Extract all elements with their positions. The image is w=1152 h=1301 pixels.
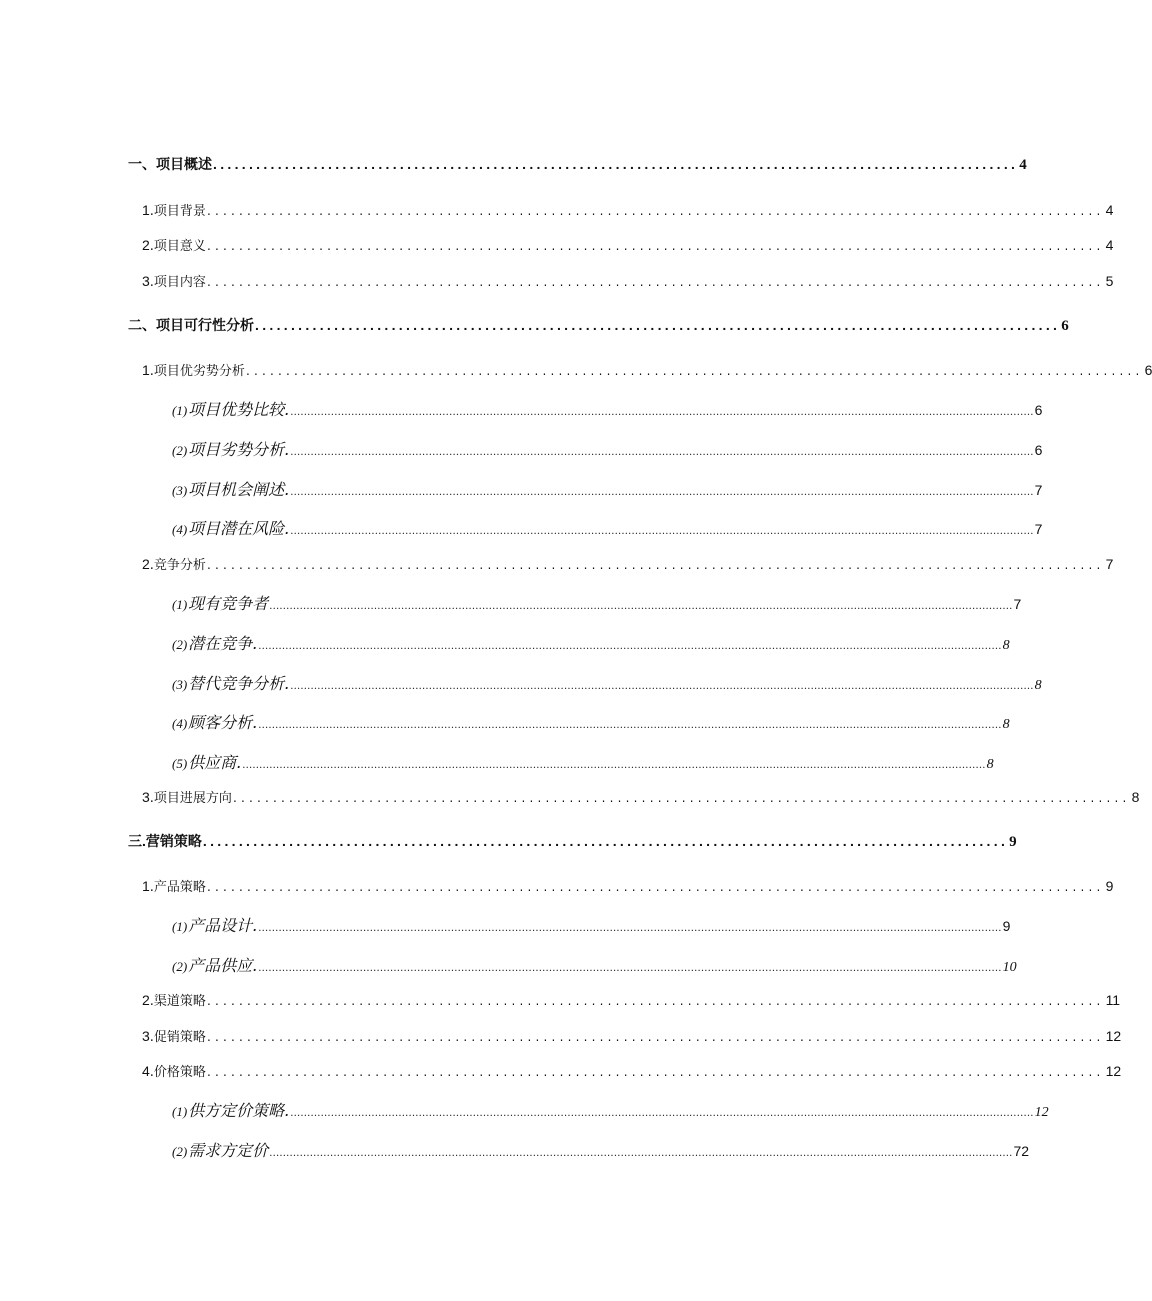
toc-entry-page: 9 [1009,834,1017,850]
dot-leader: ................................................................................................................ [255,317,1061,333]
dot-leader: ............................................................................................................................................................................................................................ [290,447,1034,458]
toc-entry-page: 8 [986,757,994,772]
toc-entry-page: 4 [1105,237,1114,253]
toc-entry-title: 现有竞争者 [188,594,269,613]
toc-entry-number: 4 [142,1063,150,1079]
toc-entry-3-4-1[interactable] [172,1098,1049,1121]
toc-entry-1-2[interactable] [142,235,1114,254]
dot-leader: ............................................................................................................................................................................................................................ [258,923,1002,934]
dot-leader: ................................................................................................................ [206,239,1105,253]
toc-entry-3-1-2[interactable] [172,953,1017,976]
toc-entry-title: .项目内容 [149,275,206,290]
toc-entry-3-1-1[interactable] [172,913,1011,936]
toc-entry-1-3[interactable] [142,271,1114,290]
toc-entry-page: 8 [1002,638,1010,653]
dot-leader: ............................................................................................................................................................................................................................ [242,760,986,771]
toc-entry-title: .价格策略 [149,1065,206,1080]
toc-entry-page: 8 [1131,789,1140,805]
dot-leader: ............................................................................................................................................................................................................................ [258,720,1002,731]
toc-entry-title: 潜在竞争. [188,634,258,653]
toc-entry-number: (1) [172,403,188,418]
toc-entry-number: 2 [142,237,150,253]
toc-entry-page: 8 [1002,717,1010,732]
toc-entry-number: (1) [172,1104,188,1119]
toc-entry-page: 7 [1034,482,1043,498]
toc-entry-title: 项目优势比较. [188,400,290,419]
toc-entry-title: .竞争分析 [149,558,206,573]
toc-entry-page: 72 [1013,1143,1030,1159]
toc-entry-2-2[interactable] [142,554,1114,573]
toc-entry-3-4[interactable] [142,1061,1122,1080]
toc-entry-2-2-3[interactable] [172,671,1042,694]
toc-entry-number: (3) [172,483,188,498]
toc-entry-number: 2 [142,992,150,1008]
dot-leader: ................................................................................................................ [245,364,1144,378]
toc-entry-title: 二、项目可行性分析 [128,317,254,333]
toc-entry-2-1-4[interactable] [172,516,1043,539]
toc-entry-number: 3 [142,273,150,289]
toc-entry-2-3[interactable] [142,787,1140,806]
toc-entry-title: .渠道策略 [149,994,206,1009]
dot-leader: ............................................................................................................................................................................................................................ [290,1108,1034,1119]
toc-entry-number: (1) [172,597,188,612]
toc-entry-page: 5 [1105,273,1114,289]
toc-entry-number: 1 [142,362,150,378]
toc-entry-title: .促销策略 [149,1030,206,1045]
toc-entry-title: .产品策略 [149,880,206,895]
toc-entry-number: (2) [172,637,188,652]
dot-leader: ................................................................................................................ [206,204,1105,218]
toc-entry-2-2-4[interactable] [172,710,1010,733]
toc-entry-number: 2 [142,556,150,572]
toc-entry-title: .项目背景 [149,204,206,219]
toc-entry-number: (4) [172,522,188,537]
toc-entry-number: 3 [142,789,150,805]
toc-entry-number: 1 [142,202,150,218]
toc-entry-2-2-2[interactable] [172,631,1010,654]
toc-entry-page: 8 [1034,678,1042,693]
toc-entry-title: .项目优劣势分析 [149,364,245,379]
dot-leader: ............................................................................................................................................................................................................................ [290,407,1034,418]
toc-entry-3-3[interactable] [142,1026,1122,1045]
toc-entry-number: (4) [172,716,188,731]
dot-leader: ................................................................................................................ [232,791,1131,805]
dot-leader: ................................................................................................................ [206,1065,1105,1079]
toc-entry-page: 7 [1013,596,1022,612]
dot-leader: ............................................................................................................................................................................................................................ [269,1148,1013,1159]
toc-entry-title: 产品供应. [188,956,258,975]
toc-entry-title: 三.营销策略 [128,833,202,849]
toc-entry-number: 3 [142,1028,150,1044]
toc-entry-title: 项目劣势分析. [188,440,290,459]
dot-leader: ............................................................................................................................................................................................................................ [290,681,1034,692]
dot-leader: ................................................................................................................ [206,558,1105,572]
toc-entry-2-1-1[interactable] [172,397,1043,420]
toc-entry-page: 6 [1144,362,1152,378]
toc-entry-2-1-2[interactable] [172,437,1043,460]
dot-leader: ................................................................................................................ [206,994,1105,1008]
dot-leader: ................................................................................................................ [206,275,1105,289]
toc-entry-page: 10 [1002,960,1017,975]
dot-leader: ............................................................................................................................................................................................................................ [258,963,1002,974]
toc-entry-number: (5) [172,756,188,771]
toc-entry-3-2[interactable] [142,990,1121,1009]
toc-entry-title: 一、项目概述 [128,156,212,172]
toc-entry-page: 12 [1105,1063,1122,1079]
toc-entry-page: 9 [1002,918,1011,934]
toc-entry-page: 11 [1105,992,1121,1008]
toc-entry-title: 需求方定价 [188,1141,269,1160]
dot-leader: ............................................................................................................................................................................................................................ [290,487,1034,498]
toc-entry-title: .项目意义 [149,239,206,254]
toc-entry-3-4-2[interactable] [172,1138,1030,1161]
toc-entry-number: (2) [172,959,188,974]
dot-leader: ................................................................................................................ [202,833,1009,849]
toc-entry-3-1[interactable] [142,876,1114,895]
toc-entry-2-1[interactable] [142,360,1152,379]
toc-entry-title: .项目进展方向 [149,791,232,806]
toc-entry-section-3[interactable] [128,831,1017,851]
toc-entry-number: (1) [172,919,188,934]
toc-entry-page: 4 [1019,157,1027,173]
toc-entry-page: 6 [1061,318,1069,334]
toc-entry-number: 1 [142,878,150,894]
dot-leader: ................................................................................................................ [213,156,1019,172]
toc-entry-title: 替代竞争分析. [188,674,290,693]
toc-entry-page: 6 [1034,402,1043,418]
toc-entry-page: 4 [1105,202,1114,218]
dot-leader: ................................................................................................................ [206,880,1105,894]
toc-entry-number: (2) [172,443,188,458]
toc-entry-title: 产品设计. [188,916,258,935]
toc-entry-title: 顾客分析. [188,713,258,732]
dot-leader: ................................................................................................................ [206,1030,1105,1044]
toc-entry-page: 9 [1105,878,1114,894]
toc-entry-2-1-3[interactable] [172,477,1043,500]
toc-entry-page: 6 [1034,442,1043,458]
toc-entry-page: 12 [1105,1028,1122,1044]
toc-entry-title: 项目潜在风险. [188,519,290,538]
toc-entry-section-2[interactable] [128,315,1069,335]
toc-entry-2-2-1[interactable] [172,591,1022,614]
dot-leader: ............................................................................................................................................................................................................................ [290,526,1034,537]
toc-entry-page: 7 [1034,521,1043,537]
toc-entry-page: 7 [1105,556,1114,572]
toc-entry-1-1[interactable] [142,200,1114,219]
toc-entry-section-1[interactable] [128,154,1027,174]
toc-entry-number: (3) [172,677,188,692]
toc-entry-title: 供应商. [188,753,242,772]
toc-entry-title: 项目机会阐述. [188,480,290,499]
dot-leader: ............................................................................................................................................................................................................................ [269,601,1013,612]
toc-entry-number: (2) [172,1144,188,1159]
toc-entry-page: 12 [1034,1105,1049,1120]
toc-entry-2-2-5[interactable] [172,750,994,773]
toc-entry-title: 供方定价策略. [188,1101,290,1120]
dot-leader: ............................................................................................................................................................................................................................ [258,641,1002,652]
